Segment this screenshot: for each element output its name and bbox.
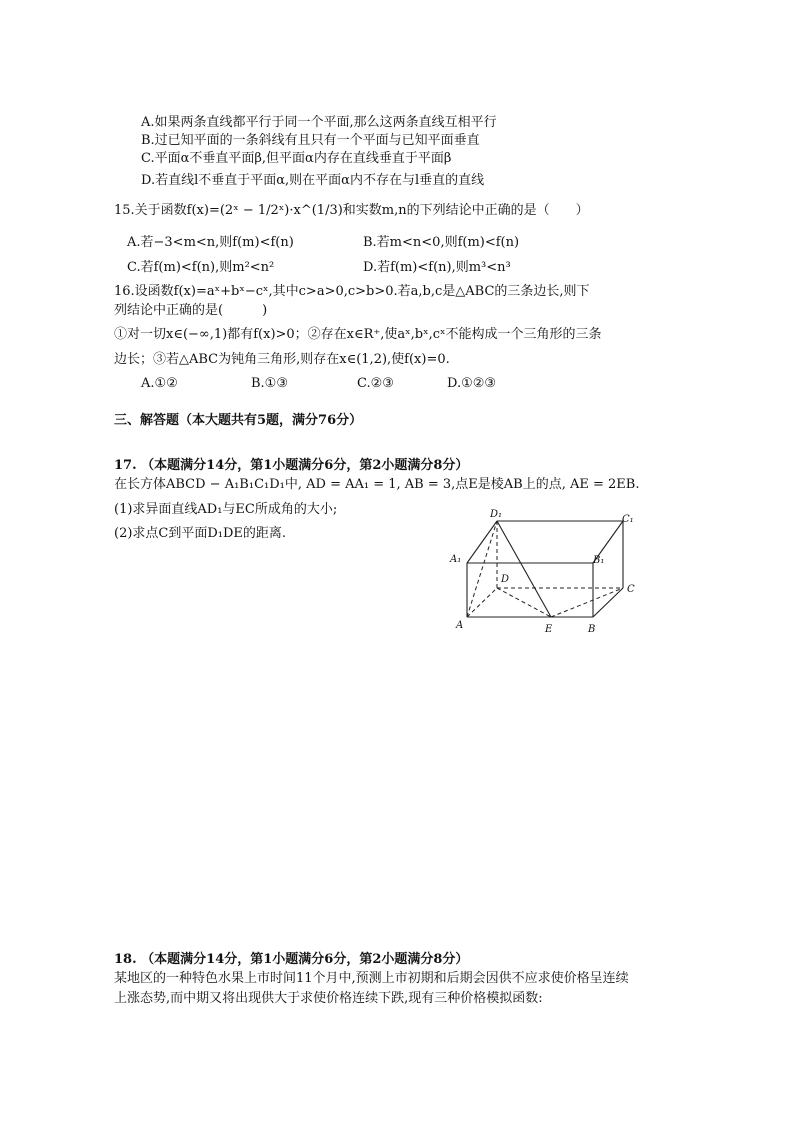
q15-stem: 15.关于函数f(x)=(2ˣ − 1/2ˣ)·x^(1/3)和实数m,n的下列结论中正确的是（ ） <box>114 203 589 218</box>
label-a: A <box>456 620 464 631</box>
q14-option-b: B.过已知平面的一条斜线有且只有一个平面与已知平面垂直 <box>141 133 480 148</box>
q15-option-c: C.若f(m)<f(n),则m²<n² <box>127 260 275 275</box>
q17-text: 在长方体ABCD − A₁B₁C₁D₁中, AD = AA₁ = 1, AB = 3,点E是棱AB上的点, AE = 2EB. <box>114 477 640 492</box>
q14-option-a: A.如果两条直线都平行于同一个平面,那么这两条直线互相平行 <box>141 115 497 130</box>
q16-stem-line3: ①对一切x∈(−∞,1)都有f(x)>0；②存在x∈R⁺,使aˣ,bˣ,cˣ不能构成一个三角形的三条 <box>114 327 602 342</box>
q14-option-c: C.平面α不垂直平面β,但平面α内存在直线垂直于平面β <box>141 151 452 166</box>
label-b1: B₁ <box>593 555 605 566</box>
q14-option-d: D.若直线l不垂直于平面α,则在平面α内不存在与l垂直的直线 <box>141 173 485 188</box>
label-e: E <box>545 624 553 635</box>
label-a1: A₁ <box>450 554 462 565</box>
q16-option-b: B.①③ <box>251 376 288 391</box>
cuboid-figure <box>440 500 650 640</box>
q16-option-d: D.①②③ <box>447 376 497 391</box>
label-c: C <box>627 584 635 595</box>
q16-option-a: A.①② <box>141 376 178 391</box>
q15-option-d: D.若f(m)<f(n),则m³<n³ <box>363 260 511 275</box>
segment-ad1-hidden <box>467 521 497 617</box>
label-d1: D₁ <box>490 509 503 520</box>
label-c1: C₁ <box>622 514 634 525</box>
q17-sub1: (1)求异面直线AD₁与EC所成角的大小; <box>114 502 338 517</box>
q17-heading: 17. （本题满分14分，第1小题满分6分，第2小题满分8分） <box>114 458 469 473</box>
q16-stem-line1: 16.设函数f(x)=aˣ+bˣ−cˣ,其中c>a>0,c>b>0.若a,b,c是△ABC的三条边长,则下 <box>114 284 590 299</box>
q18-line2: 上涨态势,而中期又将出现供大于求使价格连续下跌,现有三种价格模拟函数: <box>114 991 543 1006</box>
label-b: B <box>588 624 596 635</box>
edge-a1d1 <box>467 521 497 563</box>
label-d: D <box>501 574 510 585</box>
q16-stem-line4: 边长；③若△ABC为钝角三角形,则存在x∈(1,2),使f(x)=0. <box>114 352 450 367</box>
q16-stem-line2: 列结论中正确的是( ) <box>114 303 268 318</box>
q15-option-a: A.若−3<m<n,则f(m)<f(n) <box>127 235 294 250</box>
segment-ec-hidden <box>551 588 623 617</box>
section-title: 三、解答题（本大题共有5题，满分76分） <box>114 413 363 428</box>
q18-heading: 18. （本题满分14分，第1小题满分6分，第2小题满分8分） <box>114 952 469 967</box>
q17-sub2: (2)求点C到平面D₁DE的距离. <box>114 526 287 541</box>
edge-bc <box>593 588 623 617</box>
q18-line1: 某地区的一种特色水果上市时间11个月中,预测上市初期和后期会因供不应求使价格呈连续 <box>114 971 629 986</box>
q15-option-b: B.若m<n<0,则f(m)<f(n) <box>363 235 520 250</box>
q16-option-c: C.②③ <box>357 376 394 391</box>
